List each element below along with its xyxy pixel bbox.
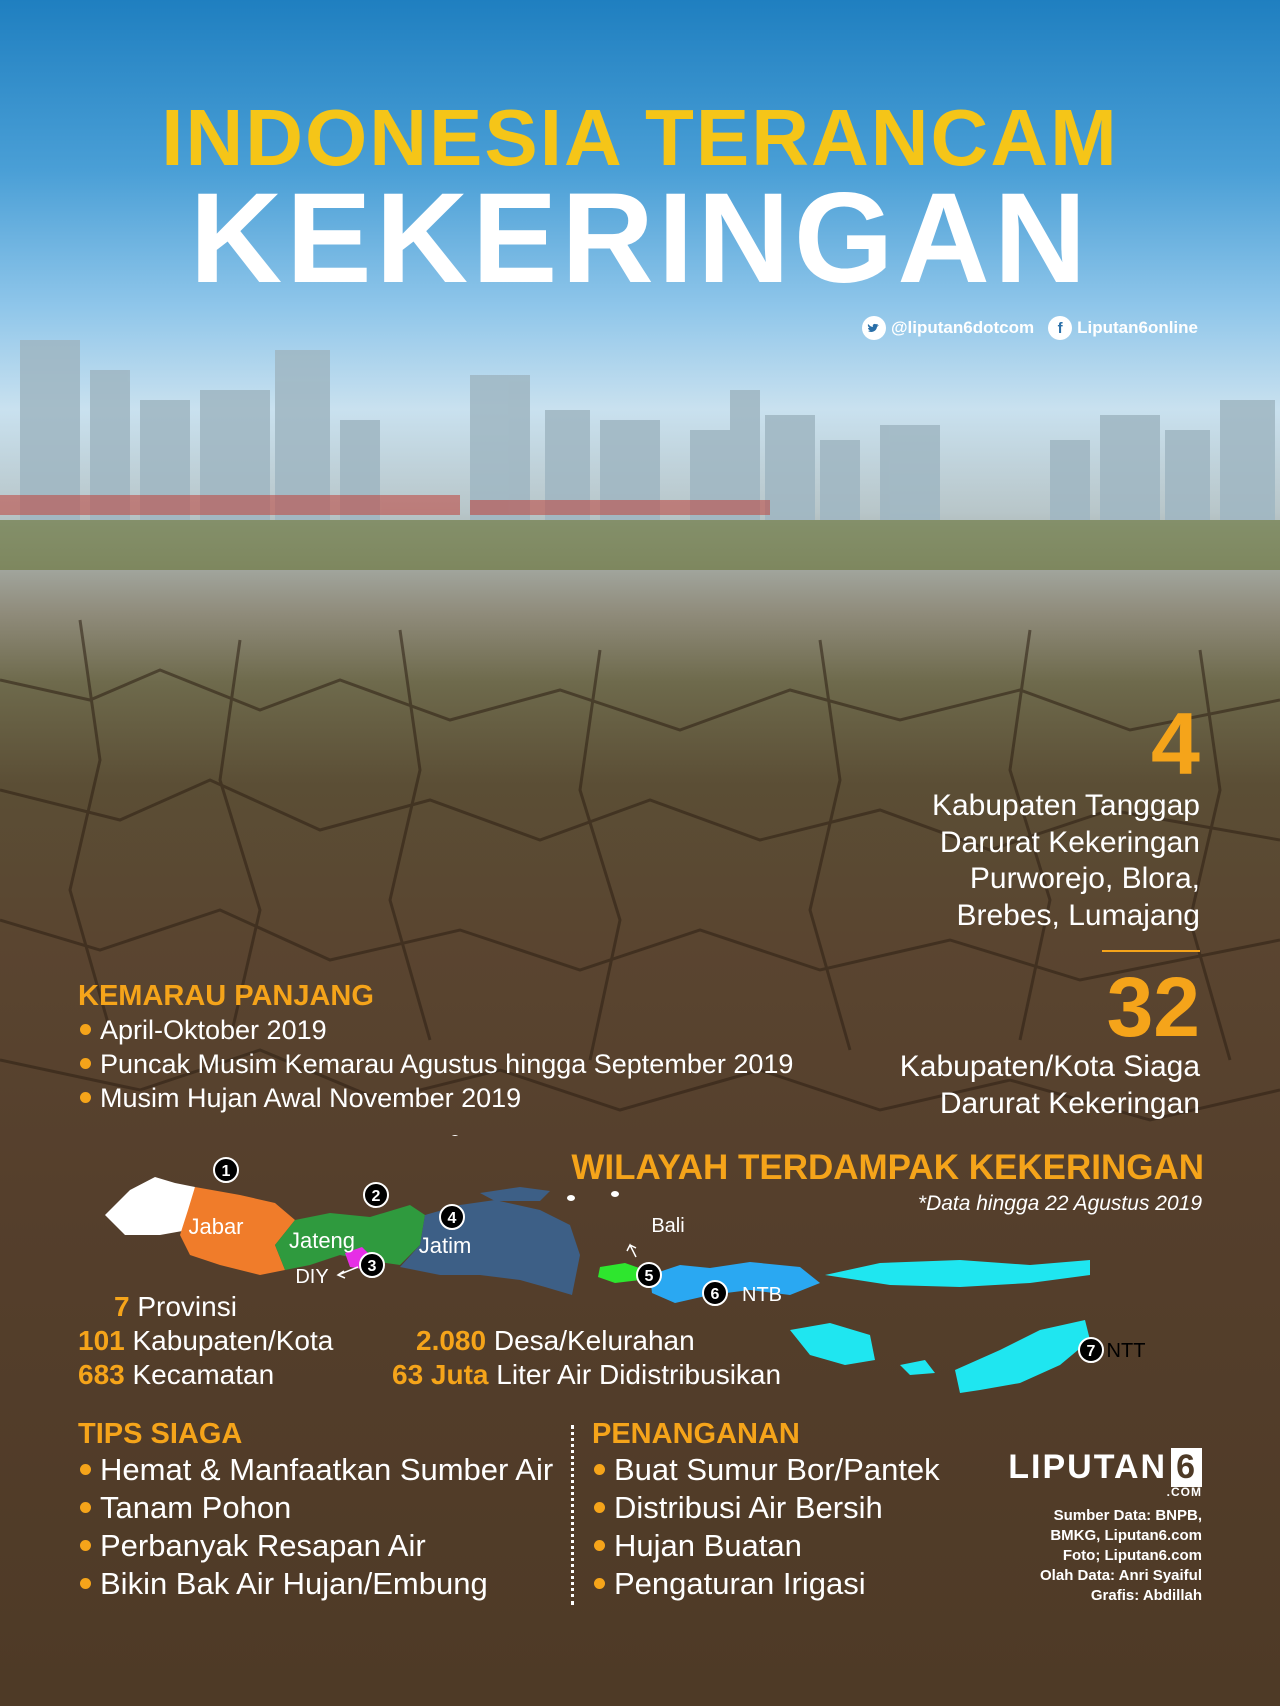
tips-title: TIPS SIAGA <box>78 1418 243 1450</box>
list-item: Tanam Pohon <box>78 1489 553 1527</box>
wilayah-title: WILAYAH TERDAMPAK KEKERINGAN <box>571 1148 1204 1187</box>
liputan6-logo <box>1008 1448 1202 1499</box>
wilayah-note: *Data hingga 22 Agustus 2019 <box>917 1192 1202 1215</box>
credit-line: Grafis: Abdillah <box>1090 1587 1202 1604</box>
stat-kabupaten-siaga <box>899 960 1200 1122</box>
stat2-line: Darurat Kekeringan <box>939 1086 1200 1120</box>
list-item: Musim Hujan Awal November 2019 <box>78 1081 838 1115</box>
stat-row: 101 Kabupaten/Kota <box>78 1325 334 1356</box>
credit-line: Sumber Data: BNPB, <box>1053 1507 1202 1524</box>
tips-siaga-section <box>78 1418 553 1603</box>
map-badge-6 <box>703 1281 782 1306</box>
island-dot <box>611 1191 619 1197</box>
region-ntt-flores-shape <box>825 1260 1090 1287</box>
stat1-line: Kabupaten Tanggap <box>931 789 1200 822</box>
region-label: NTB <box>742 1284 782 1306</box>
stat1-line: Darurat Kekeringan <box>939 825 1200 859</box>
kemarau-panjang-section <box>78 980 838 1115</box>
stat-row: 63 Juta Liter Air Didistribusikan <box>392 1359 782 1390</box>
region-label: DIY <box>295 1266 329 1288</box>
region-banten-shape <box>105 1177 195 1235</box>
logo-text: LIPUTAN <box>1008 1448 1168 1486</box>
region-label: Jabar <box>188 1214 244 1239</box>
stat-kabupaten-tanggap <box>931 694 1200 934</box>
social-handles <box>862 316 1198 340</box>
badge-number: 5 <box>644 1268 654 1285</box>
stat1-line: Brebes, Lumajang <box>956 898 1200 932</box>
region-label: Jateng <box>288 1228 356 1253</box>
badge-number: 1 <box>221 1163 231 1180</box>
twitter-handle[interactable] <box>862 316 1034 340</box>
list-item: Pengaturan Irigasi <box>592 1565 940 1603</box>
credit-line: BMKG, Liputan6.com <box>1050 1527 1202 1544</box>
region-ntt-timor-shape <box>955 1320 1090 1393</box>
title-line-1: INDONESIA TERANCAM <box>161 93 1119 182</box>
stat2-number: 32 <box>1106 960 1200 1054</box>
title-line-2: KEKERINGAN <box>189 167 1091 310</box>
stat-divider <box>1102 950 1200 952</box>
facebook-f-icon: f <box>1048 316 1072 340</box>
region-label: Jatim <box>418 1233 472 1258</box>
region-madura-shape <box>480 1187 550 1201</box>
list-item: Perbanyak Resapan Air <box>78 1527 553 1565</box>
twitter-handle-text: @liputan6dotcom <box>890 318 1035 337</box>
credits <box>1040 1506 1202 1606</box>
badge-number: 3 <box>367 1258 377 1275</box>
penanganan-section <box>592 1418 940 1603</box>
credit-line: Olah Data: Anri Syaiful <box>1040 1567 1202 1584</box>
badge-number: 6 <box>710 1286 720 1303</box>
stat-row: 683 Kecamatan <box>78 1359 275 1390</box>
map-badge-7 <box>1079 1338 1145 1362</box>
stat1-number: 4 <box>1151 694 1200 793</box>
island-dot <box>567 1195 575 1201</box>
region-ntt-sumba-shape <box>790 1323 875 1365</box>
tips-list <box>78 1451 553 1603</box>
region-label: Bali <box>651 1215 685 1237</box>
badge-number: 7 <box>1086 1343 1096 1360</box>
stat2-line: Kabupaten/Kota Siaga <box>899 1050 1200 1083</box>
kemarau-title: KEMARAU PANJANG <box>78 980 374 1012</box>
badge-number: 4 <box>447 1210 457 1227</box>
logo-six: 6 <box>1171 1448 1202 1487</box>
section-divider <box>571 1425 574 1605</box>
stat1-line: Purworejo, Blora, <box>969 862 1200 896</box>
list-item: Puncak Musim Kemarau Agustus hingga September 2019 <box>78 1047 838 1081</box>
list-item: Buat Sumur Bor/Pantek <box>592 1451 940 1489</box>
facebook-handle-text: Liputan6online <box>1077 318 1198 337</box>
credit-line: Foto; Liputan6.com <box>1062 1547 1202 1564</box>
region-ntt-small-islands-shape <box>900 1360 935 1375</box>
list-item: Bikin Bak Air Hujan/Embung <box>78 1565 553 1603</box>
island-dot <box>451 1135 459 1136</box>
stat-row: 2.080 Desa/Kelurahan <box>416 1325 695 1356</box>
region-label: NTT <box>1106 1340 1146 1362</box>
stats-right <box>392 1324 781 1392</box>
badge-number: 2 <box>371 1188 381 1205</box>
penanganan-list <box>592 1451 940 1603</box>
list-item: Hemat & Manfaatkan Sumber Air <box>78 1451 553 1489</box>
list-item: Distribusi Air Bersih <box>592 1489 940 1527</box>
stat-row: 7 Provinsi <box>114 1291 237 1322</box>
logo-dotcom: .COM <box>1166 1485 1202 1499</box>
list-item: Hujan Buatan <box>592 1527 940 1565</box>
penanganan-title: PENANGANAN <box>592 1418 800 1450</box>
stats-left <box>78 1290 333 1392</box>
kemarau-list <box>78 1013 838 1115</box>
city-skyline-background <box>0 330 1280 570</box>
twitter-bird-icon <box>862 316 886 340</box>
list-item: April-Oktober 2019 <box>78 1013 838 1047</box>
region-ntb-shape <box>650 1262 820 1303</box>
facebook-handle[interactable] <box>1048 316 1198 340</box>
